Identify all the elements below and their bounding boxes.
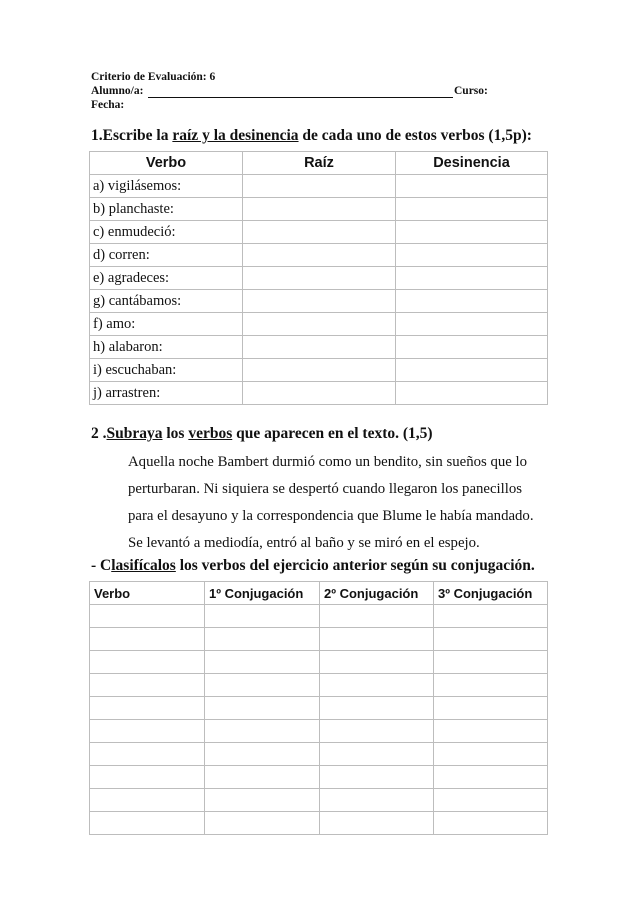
answer-cell[interactable] (90, 789, 205, 812)
answer-cell[interactable] (90, 743, 205, 766)
q2-subraya: Subraya (106, 425, 163, 442)
q2-suffix: que aparecen en el texto. (1,5) (232, 425, 433, 442)
table-row (90, 812, 548, 835)
verb-cell: f) amo: (90, 313, 243, 336)
table-row (90, 382, 548, 405)
answer-cell[interactable] (205, 651, 320, 674)
answer-cell[interactable] (205, 674, 320, 697)
table-header-row (90, 582, 548, 605)
raiz-cell[interactable] (243, 267, 396, 290)
answer-cell[interactable] (205, 697, 320, 720)
desinencia-cell[interactable] (396, 313, 548, 336)
answer-cell[interactable] (205, 766, 320, 789)
answer-cell[interactable] (434, 812, 548, 835)
q1-suffix: de cada uno de estos verbos (1,5p): (298, 127, 532, 144)
desinencia-cell[interactable] (396, 267, 548, 290)
answer-cell[interactable] (434, 766, 548, 789)
answer-cell[interactable] (90, 697, 205, 720)
table-row (90, 267, 548, 290)
passage-line: perturbaran. Ni siquiera se despertó cuando llegaron los panecillos (128, 481, 523, 497)
desinencia-cell[interactable] (396, 382, 548, 405)
raiz-cell[interactable] (243, 313, 396, 336)
table-row (90, 221, 548, 244)
answer-cell[interactable] (90, 651, 205, 674)
fecha-label: Fecha: (91, 99, 125, 111)
table-row (90, 628, 548, 651)
raiz-cell[interactable] (243, 336, 396, 359)
verb-cell: e) agradeces: (90, 267, 243, 290)
reading-passage (128, 449, 558, 557)
conjugation-table (89, 581, 548, 835)
q3-prefix: - C (91, 557, 112, 574)
verb-cell: h) alabaron: (90, 336, 243, 359)
question-2-heading (91, 425, 433, 443)
answer-cell[interactable] (90, 628, 205, 651)
raiz-cell[interactable] (243, 198, 396, 221)
desinencia-cell[interactable] (396, 336, 548, 359)
curso-label: Curso: (454, 85, 488, 97)
q2-los: los (162, 425, 189, 442)
question-3-heading (91, 557, 535, 575)
criterio-line: Criterio de Evaluación: 6 (91, 71, 216, 83)
desinencia-cell[interactable] (396, 244, 548, 267)
verb-cell: d) corren: (90, 244, 243, 267)
table-row (90, 175, 548, 198)
raiz-cell[interactable] (243, 175, 396, 198)
answer-cell[interactable] (205, 789, 320, 812)
table-row (90, 674, 548, 697)
answer-cell[interactable] (320, 743, 434, 766)
desinencia-cell[interactable] (396, 175, 548, 198)
table-row (90, 313, 548, 336)
desinencia-cell[interactable] (396, 359, 548, 382)
answer-cell[interactable] (434, 743, 548, 766)
desinencia-cell[interactable] (396, 221, 548, 244)
q2-prefix: 2 . (91, 425, 107, 442)
raiz-cell[interactable] (243, 359, 396, 382)
table-row (90, 605, 548, 628)
raiz-cell[interactable] (243, 244, 396, 267)
table-row (90, 244, 548, 267)
answer-cell[interactable] (434, 720, 548, 743)
answer-cell[interactable] (205, 720, 320, 743)
answer-cell[interactable] (320, 789, 434, 812)
desinencia-cell[interactable] (396, 198, 548, 221)
table-row (90, 290, 548, 313)
passage-line: para el desayuno y la correspondencia que Blume le había mandado. (128, 508, 534, 524)
question-1-heading (91, 127, 532, 145)
verb-cell: g) cantábamos: (90, 290, 243, 313)
raiz-cell[interactable] (243, 382, 396, 405)
alumno-label: Alumno/a: (91, 85, 144, 97)
answer-cell[interactable] (205, 628, 320, 651)
answer-cell[interactable] (320, 766, 434, 789)
verb-root-table (89, 151, 548, 405)
answer-cell[interactable] (434, 651, 548, 674)
table-row (90, 651, 548, 674)
verb-cell: j) arrastren: (90, 382, 243, 405)
answer-cell[interactable] (434, 674, 548, 697)
answer-cell[interactable] (320, 674, 434, 697)
q3-suffix: los verbos del ejercicio anterior según su conjugación. (175, 557, 535, 574)
verb-cell: c) enmudeció: (90, 221, 243, 244)
table-row (90, 359, 548, 382)
table-row (90, 743, 548, 766)
answer-cell[interactable] (320, 697, 434, 720)
q1-underlined: raíz y la desinencia (172, 127, 299, 144)
answer-cell[interactable] (434, 697, 548, 720)
col-raiz: Raíz (243, 152, 396, 175)
col-verbo: Verbo (90, 582, 205, 605)
verb-cell: i) escuchaban: (90, 359, 243, 382)
answer-cell[interactable] (434, 628, 548, 651)
q2-verbos: verbos (188, 425, 233, 442)
answer-cell[interactable] (90, 812, 205, 835)
answer-cell[interactable] (90, 605, 205, 628)
answer-cell[interactable] (434, 605, 548, 628)
answer-cell[interactable] (205, 812, 320, 835)
passage-line: Aquella noche Bambert durmió como un bendito, sin sueños que lo (128, 454, 528, 470)
col-verbo: Verbo (90, 152, 243, 175)
answer-cell[interactable] (320, 720, 434, 743)
table-row (90, 766, 548, 789)
answer-cell[interactable] (90, 720, 205, 743)
answer-cell[interactable] (320, 605, 434, 628)
answer-cell[interactable] (90, 674, 205, 697)
q1-prefix: 1.Escribe la (91, 127, 173, 144)
answer-cell[interactable] (320, 628, 434, 651)
table-row (90, 198, 548, 221)
passage-line: Se levantó a mediodía, entró al baño y se miró en el espejo. (128, 535, 480, 551)
col-3-conjugacion: 3º Conjugación (434, 582, 548, 605)
raiz-cell[interactable] (243, 221, 396, 244)
answer-cell[interactable] (205, 605, 320, 628)
table-row (90, 720, 548, 743)
col-2-conjugacion: 2º Conjugación (320, 582, 434, 605)
answer-cell[interactable] (320, 651, 434, 674)
answer-cell[interactable] (320, 812, 434, 835)
table-row (90, 336, 548, 359)
table-header-row (90, 152, 548, 175)
verb-cell: a) vigilásemos: (90, 175, 243, 198)
answer-cell[interactable] (205, 743, 320, 766)
col-1-conjugacion: 1º Conjugación (205, 582, 320, 605)
q3-underlined: lasifícalos (111, 557, 176, 574)
table-row (90, 697, 548, 720)
col-desinencia: Desinencia (396, 152, 548, 175)
desinencia-cell[interactable] (396, 290, 548, 313)
raiz-cell[interactable] (243, 290, 396, 313)
verb-cell: b) planchaste: (90, 198, 243, 221)
table-row (90, 789, 548, 812)
answer-cell[interactable] (434, 789, 548, 812)
name-blank-line (148, 97, 453, 98)
answer-cell[interactable] (90, 766, 205, 789)
